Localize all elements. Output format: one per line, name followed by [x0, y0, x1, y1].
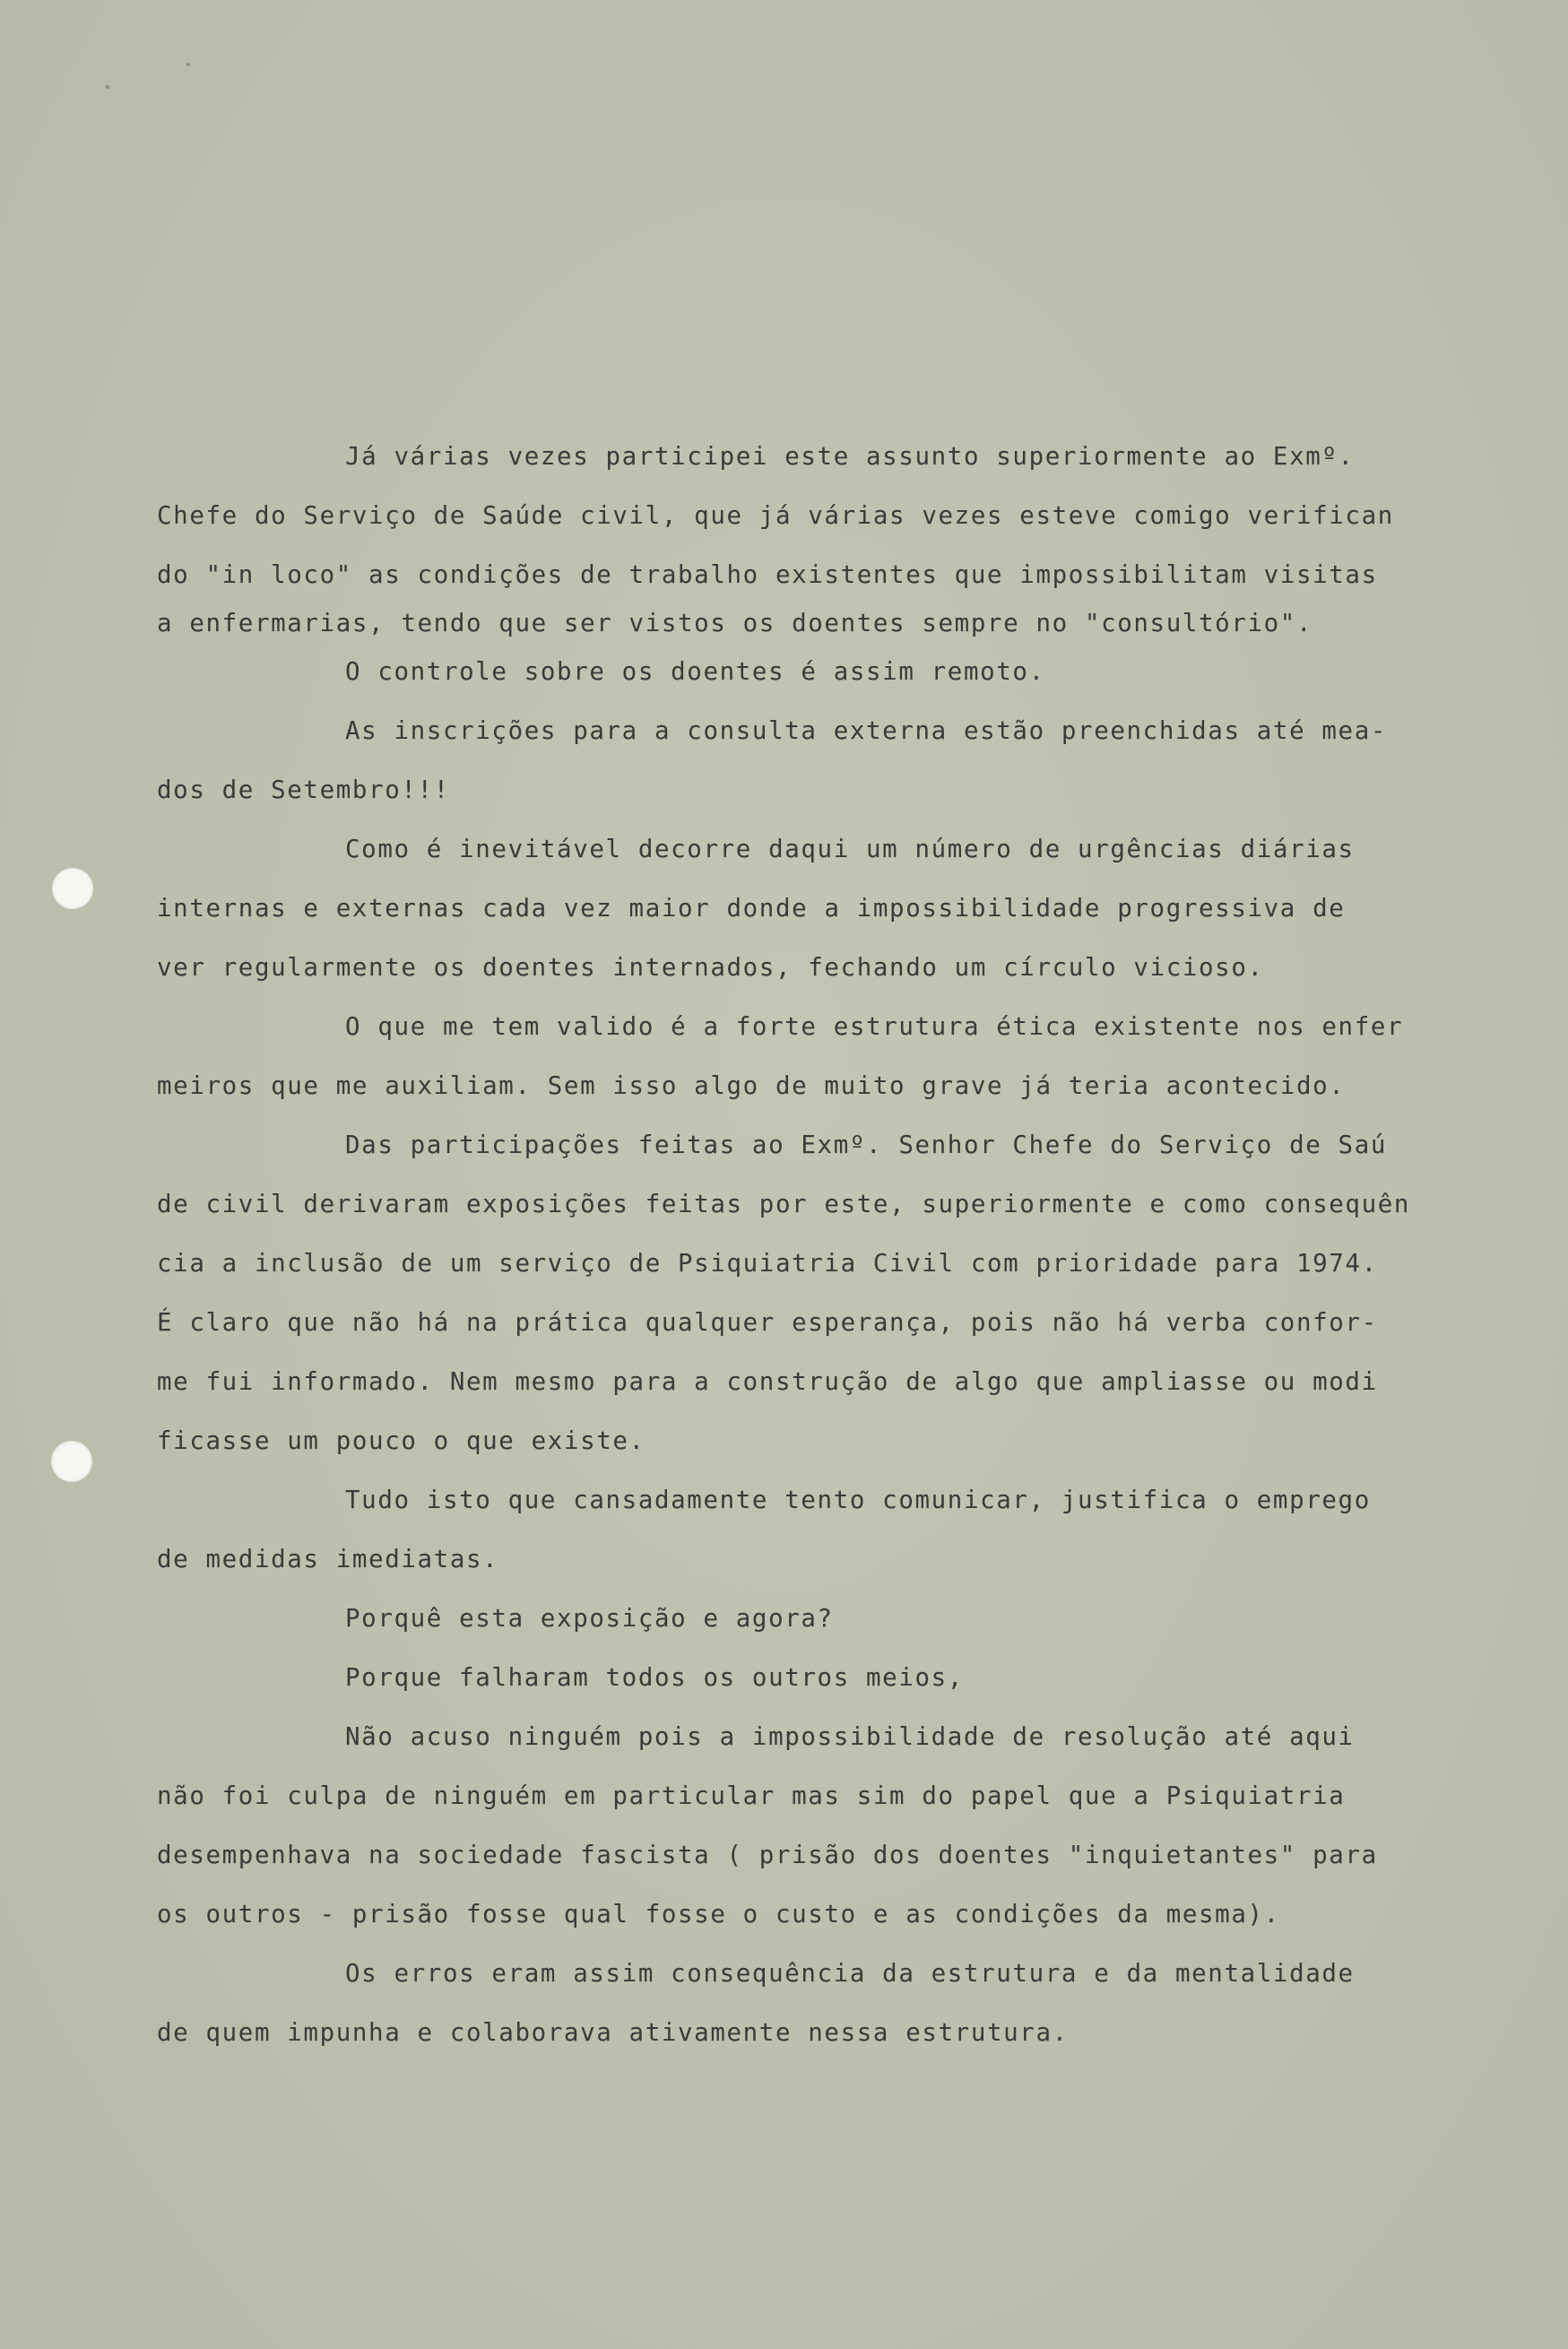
- text-line: ver regularmente os doentes internados, fechando um círculo vicioso.: [157, 953, 1264, 982]
- text-line: me fui informado. Nem mesmo para a construção de algo que ampliasse ou modi: [157, 1367, 1378, 1396]
- paper-speck: [106, 85, 109, 89]
- punch-hole: [52, 868, 93, 909]
- text-line: a enfermarias, tendo que ser vistos os doentes sempre no "consultório".: [157, 609, 1313, 637]
- text-line: O controle sobre os doentes é assim remoto.: [345, 657, 1045, 686]
- text-line: do "in loco" as condições de trabalho existentes que impossibilitam visitas: [157, 560, 1378, 589]
- text-line: ficasse um pouco o que existe.: [157, 1426, 645, 1455]
- text-line: Tudo isto que cansadamente tento comunicar, justifica o emprego: [345, 1486, 1371, 1514]
- text-line: Chefe do Serviço de Saúde civil, que já várias vezes esteve comigo verifican: [157, 501, 1394, 530]
- punch-hole: [51, 1441, 92, 1482]
- text-line: de civil derivaram exposições feitas por este, superiormente e como consequên: [157, 1190, 1411, 1218]
- text-line: não foi culpa de ninguém em particular mas sim do papel que a Psiquiatria: [157, 1781, 1346, 1810]
- text-line: os outros - prisão fosse qual fosse o custo e as condições da mesma).: [157, 1900, 1280, 1929]
- text-line: As inscrições para a consulta externa estão preenchidas até mea-: [345, 716, 1388, 745]
- text-line: internas e externas cada vez maior donde a impossibilidade progressiva de: [157, 894, 1346, 923]
- text-line: O que me tem valido é a forte estrutura ética existente nos enfer: [345, 1012, 1404, 1041]
- text-line: Já várias vezes participei este assunto superiormente ao Exmº.: [345, 442, 1355, 471]
- paper-speck: [186, 63, 190, 66]
- text-line: de quem impunha e colaborava ativamente nessa estrutura.: [157, 2018, 1069, 2047]
- text-line: de medidas imediatas.: [157, 1545, 499, 1573]
- text-line: Como é inevitável decorre daqui um número de urgências diárias: [345, 835, 1355, 863]
- text-line: cia a inclusão de um serviço de Psiquiatria Civil com prioridade para 1974.: [157, 1249, 1378, 1278]
- typewritten-text: [157, 427, 1430, 2062]
- text-line: Os erros eram assim consequência da estrutura e da mentalidade: [345, 1959, 1355, 1988]
- text-line: É claro que não há na prática qualquer esperança, pois não há verba confor-: [157, 1308, 1378, 1337]
- text-line: dos de Setembro!!!: [157, 776, 450, 804]
- text-line: Porquê esta exposição e agora?: [345, 1604, 834, 1633]
- text-line: Das participações feitas ao Exmº. Senhor Chefe do Serviço de Saú: [345, 1131, 1388, 1159]
- text-line: meiros que me auxiliam. Sem isso algo de muito grave já teria acontecido.: [157, 1071, 1346, 1100]
- text-line: Porque falharam todos os outros meios,: [345, 1663, 964, 1692]
- text-line: Não acuso ninguém pois a impossibilidade de resolução até aqui: [345, 1722, 1355, 1751]
- text-line: desempenhava na sociedade fascista ( prisão dos doentes "inquietantes" para: [157, 1841, 1378, 1869]
